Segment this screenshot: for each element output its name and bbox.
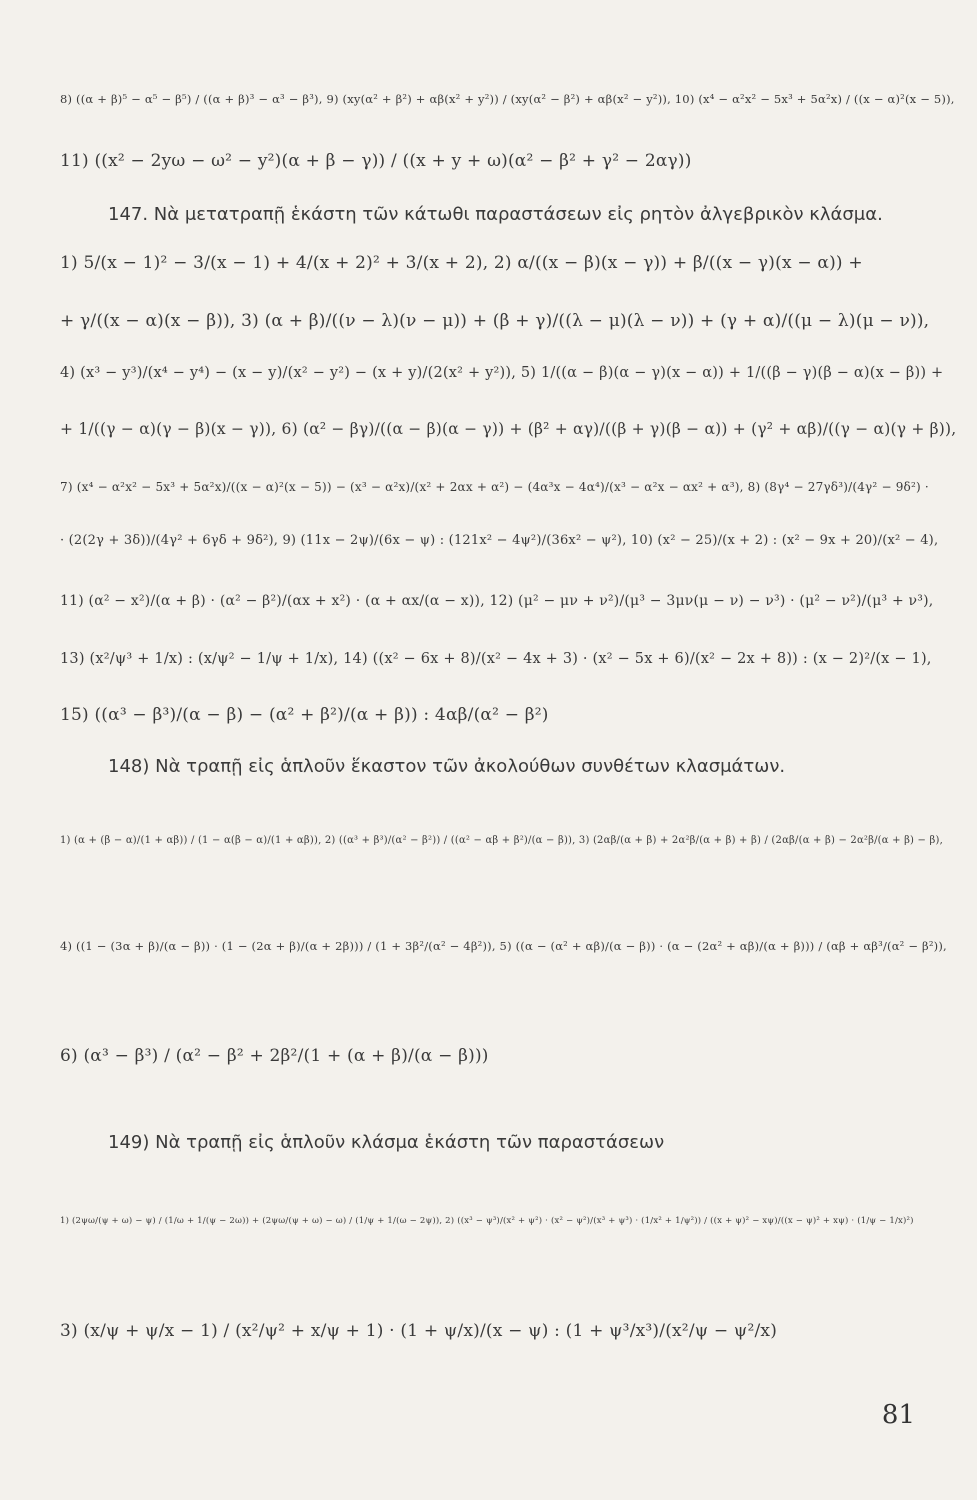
exercise-heading-149: 149) Νὰ τραπῇ εἰς ἁπλοῦν κλάσμα ἑκάστη τῶν παραστάσεων xyxy=(108,1132,665,1153)
page-number: 81 xyxy=(881,1400,915,1430)
exercise-line: + γ/((x − α)(x − β)), 3) (α + β)/((ν − λ)(ν − μ)) + (β + γ)/((λ − μ)(λ − ν)) + (γ + α)/((μ − λ)(μ − ν)), xyxy=(60,311,930,331)
exercise-line: 6) (α³ − β³) / (α² − β² + 2β²/(1 + (α + β)/(α − β))) xyxy=(60,1046,489,1066)
exercise-line: 1) (α + (β − α)/(1 + αβ)) / (1 − α(β − α)/(1 + αβ)), 2) ((α³ + β³)/(α² − β²)) / ((α² − αβ + β²)/(α − β)), 3) (2αβ/(α + β) + 2α²β/(α + β) + β) / (2αβ/(α + β) − 2α²β/(α + β) − β), xyxy=(60,835,943,846)
exercise-line: 11) (α² − x²)/(α + β) · (α² − β²)/(αx + x²) · (α + αx/(α − x)), 12) (μ² − μν + ν²)/(μ³ − 3μν(μ − ν) − ν³) · (μ² − ν²)/(μ³ + ν³), xyxy=(60,593,934,609)
exercise-line: 13) (x²/ψ³ + 1/x) : (x/ψ² − 1/ψ + 1/x), 14) ((x² − 6x + 8)/(x² − 4x + 3) · (x² − 5x + 6)/(x² − 2x + 8)) : (x − 2)²/(x − 1), xyxy=(60,651,932,667)
exercise-heading-147: 147. Νὰ μετατραπῇ ἑκάστη τῶν κάτωθι παραστάσεων εἰς ρητὸν ἀλγεβρικὸν κλάσμα. xyxy=(108,204,883,225)
exercise-line: 1) 5/(x − 1)² − 3/(x − 1) + 4/(x + 2)² + 3/(x + 2), 2) α/((x − β)(x − γ)) + β/((x − γ)(x − α)) + xyxy=(60,253,863,273)
exercise-line: 4) ((1 − (3α + β)/(α − β)) · (1 − (2α + β)/(α + 2β))) / (1 + 3β²/(α² − 4β²)), 5) ((α − (α² + αβ)/(α − β)) · (α − (2α² + αβ)/(α + β))) / (αβ + αβ³/(α² − β²)), xyxy=(60,939,947,953)
exercise-line: 3) (x/ψ + ψ/x − 1) / (x²/ψ² + x/ψ + 1) · (1 + ψ/x)/(x − ψ) : (1 + ψ³/x³)/(x²/ψ − ψ²/x) xyxy=(60,1321,778,1341)
exercise-line: 1) (2ψω/(ψ + ω) − ψ) / (1/ω + 1/(ψ − 2ω)) + (2ψω/(ψ + ω) − ω) / (1/ψ + 1/(ω − 2ψ)), 2) ((x³ − ψ³)/(x² + ψ²) · (x² − ψ²)/(x³ + ψ³) · (1/x² + 1/ψ²)) / ((x + ψ)² − xψ)/((x − ψ)² + xψ) · (1/ψ − 1/x)²) xyxy=(60,1216,914,1226)
exercise-line: · (2(2γ + 3δ))/(4γ² + 6γδ + 9δ²), 9) (11x − 2ψ)/(6x − ψ) : (121x² − 4ψ²)/(36x² − ψ²), 10) (x² − 25)/(x + 2) : (x² − 9x + 20)/(x² − 4), xyxy=(60,533,939,548)
exercise-line: 8) ((α + β)⁵ − α⁵ − β⁵) / ((α + β)³ − α³ − β³), 9) (xy(α² + β²) + αβ(x² + y²)) / (xy(α² − β²) + αβ(x² − y²)), 10) (x⁴ − α²x² − 5x³ + 5α²x) / ((x − α)²(x − 5)), xyxy=(60,92,955,106)
exercise-heading-148: 148) Νὰ τραπῇ εἰς ἁπλοῦν ἕκαστον τῶν ἀκολούθων συνθέτων κλασμάτων. xyxy=(108,756,786,777)
exercise-line: + 1/((γ − α)(γ − β)(x − γ)), 6) (α² − βγ)/((α − β)(α − γ)) + (β² + αγ)/((β + γ)(β − α)) + (γ² + αβ)/((γ − α)(γ + β)), xyxy=(60,420,957,438)
exercise-line: 15) ((α³ − β³)/(α − β) − (α² + β²)/(α + β)) : 4αβ/(α² − β²) xyxy=(60,705,549,725)
exercise-line: 4) (x³ − y³)/(x⁴ − y⁴) − (x − y)/(x² − y²) − (x + y)/(2(x² + y²)), 5) 1/((α − β)(α − γ)(x − α)) + 1/((β − γ)(β − α)(x − β)) + xyxy=(60,365,944,381)
exercise-line: 7) (x⁴ − α²x² − 5x³ + 5α²x)/((x − α)²(x − 5)) − (x³ − α²x)/(x² + 2αx + α²) − (4α³x − 4α⁴)/(x³ − α²x − αx² + α³), 8) (8γ⁴ − 27γδ³)/(4γ² − 9δ²) · xyxy=(60,480,929,494)
exercise-line: 11) ((x² − 2yω − ω² − y²)(α + β − γ)) / ((x + y + ω)(α² − β² + γ² − 2αγ)) xyxy=(60,151,692,171)
